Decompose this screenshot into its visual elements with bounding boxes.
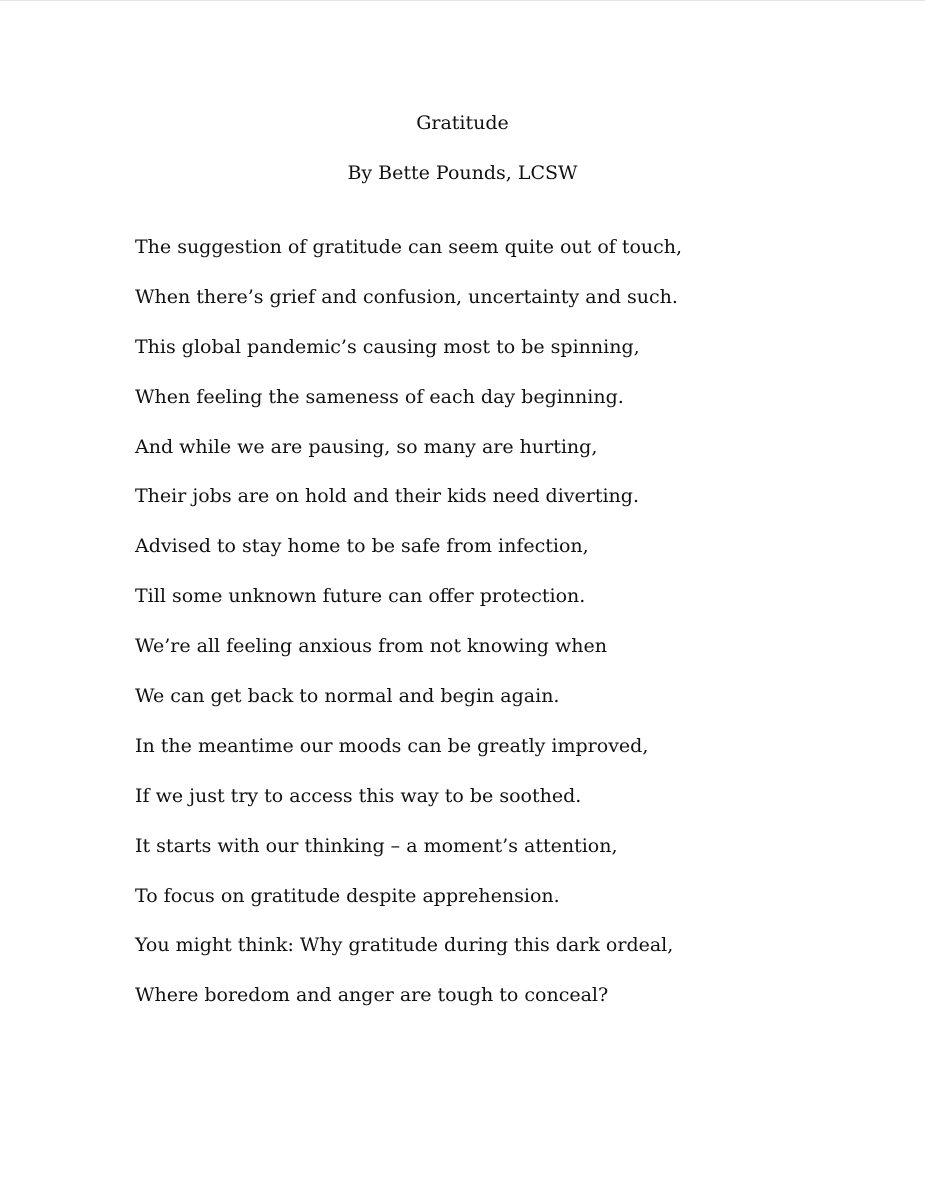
poem-line: Where boredom and anger are tough to conceal? bbox=[135, 984, 609, 1007]
poem-body bbox=[135, 234, 855, 1032]
poem-line: You might think: Why gratitude during this dark ordeal, bbox=[135, 934, 674, 957]
poem-title: Gratitude bbox=[416, 112, 509, 134]
poem-line: This global pandemic’s causing most to be spinning, bbox=[135, 335, 640, 358]
poem-line: When feeling the sameness of each day beginning. bbox=[135, 385, 624, 408]
poem-line: We’re all feeling anxious from not knowing when bbox=[135, 635, 607, 658]
poem-line: When there’s grief and confusion, uncertainty and such. bbox=[135, 285, 678, 308]
poem-line: We can get back to normal and begin again. bbox=[135, 685, 560, 708]
poem-line: Their jobs are on hold and their kids need diverting. bbox=[135, 485, 640, 508]
poem-line: It starts with our thinking – a moment’s attention, bbox=[135, 834, 618, 857]
poem-line: And while we are pausing, so many are hurting, bbox=[135, 435, 598, 458]
poem-author: By Bette Pounds, LCSW bbox=[347, 162, 578, 184]
poem-line: Advised to stay home to be safe from infection, bbox=[135, 535, 589, 558]
poem-line: Till some unknown future can offer protection. bbox=[135, 585, 586, 608]
poem-line: The suggestion of gratitude can seem quite out of touch, bbox=[135, 236, 683, 258]
poem-line: If we just try to access this way to be soothed. bbox=[135, 784, 582, 807]
poem-line: In the meantime our moods can be greatly improved, bbox=[135, 734, 649, 757]
poem-line: To focus on gratitude despite apprehension. bbox=[135, 884, 560, 907]
